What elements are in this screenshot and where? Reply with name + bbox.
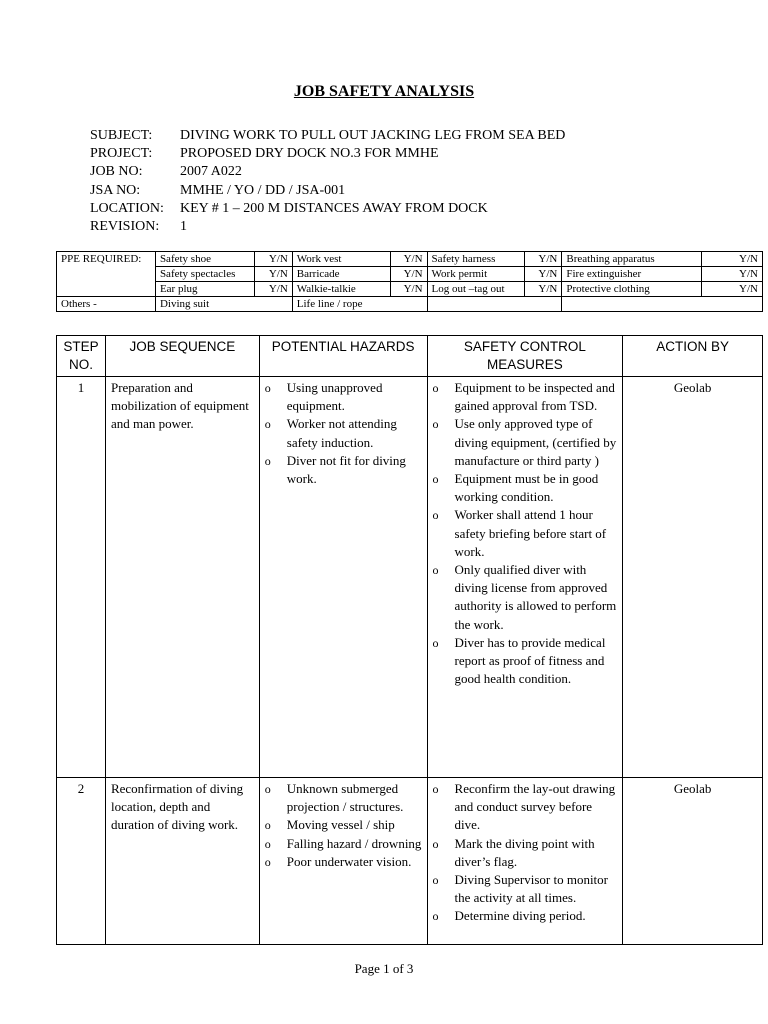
- ppe-other-item: Life line / rope: [292, 297, 427, 312]
- ppe-yn[interactable]: Y/N: [702, 267, 763, 282]
- ppe-others-row: [57, 297, 763, 312]
- info-value: 1: [180, 219, 187, 235]
- info-label: JOB NO:: [90, 164, 143, 180]
- hazards-cell: [259, 778, 427, 945]
- job-sequence: Reconfirmation of diving location, depth and duration of diving work.: [105, 778, 259, 945]
- col-header-hazards: POTENTIAL HAZARDS: [259, 336, 427, 377]
- col-header-sequence: JOB SEQUENCE: [105, 336, 259, 377]
- document-title: JOB SAFETY ANALYSIS: [293, 83, 475, 100]
- info-value: 2007 A022: [180, 164, 242, 180]
- info-row-project: [90, 145, 565, 163]
- hazard-list: [265, 379, 422, 488]
- ppe-other-item: Diving suit: [155, 297, 292, 312]
- ppe-yn[interactable]: Y/N: [254, 252, 292, 267]
- ppe-row: [57, 282, 763, 297]
- control-item: o Worker shall attend 1 hour safety briefing before start of work.: [433, 506, 618, 561]
- jsa-table: [56, 335, 763, 945]
- ppe-item: Safety spectacles: [155, 267, 254, 282]
- page-number: Page 1 of 3: [354, 961, 414, 976]
- control-item: o Determine diving period.: [433, 907, 618, 925]
- info-label: PROJECT:: [90, 146, 153, 162]
- info-row-job-no: [90, 163, 565, 181]
- ppe-item: Barricade: [292, 267, 390, 282]
- info-label: LOCATION:: [90, 200, 164, 216]
- info-label: JSA NO:: [90, 182, 141, 198]
- ppe-yn[interactable]: Y/N: [390, 267, 427, 282]
- controls-cell: [427, 377, 623, 778]
- ppe-table: [56, 251, 763, 312]
- col-header-controls: SAFETY CONTROL MEASURES: [427, 336, 623, 377]
- ppe-yn[interactable]: Y/N: [390, 282, 427, 297]
- hazard-item: o Moving vessel / ship: [265, 816, 422, 834]
- ppe-yn[interactable]: Y/N: [702, 282, 763, 297]
- control-item: o Equipment must be in good working condition.: [433, 470, 618, 506]
- ppe-yn[interactable]: Y/N: [254, 267, 292, 282]
- info-row-location: [90, 200, 565, 218]
- hazard-item: o Poor underwater vision.: [265, 853, 422, 871]
- ppe-item: Walkie-talkie: [292, 282, 390, 297]
- hazard-item: o Worker not attending safety induction.: [265, 415, 422, 451]
- info-label: REVISION:: [90, 219, 160, 235]
- info-label: SUBJECT:: [90, 128, 153, 143]
- control-list: [433, 780, 618, 926]
- info-value: DIVING WORK TO PULL OUT JACKING LEG FROM SEA BED: [180, 128, 566, 143]
- step-number: 2: [57, 778, 106, 945]
- hazard-item: o Falling hazard / drowning: [265, 835, 422, 853]
- info-value: KEY # 1 – 200 M DISTANCES AWAY FROM DOCK: [180, 200, 488, 216]
- job-sequence: Preparation and mobilization of equipment and man power.: [105, 377, 259, 778]
- action-by: Geolab: [623, 377, 763, 778]
- ppe-item: Work permit: [427, 267, 525, 282]
- ppe-row: [57, 267, 763, 282]
- ppe-item: Ear plug: [155, 282, 254, 297]
- control-item: o Diver has to provide medical report as proof of fitness and good health condition.: [433, 634, 618, 689]
- ppe-others-label: Others -: [57, 297, 156, 312]
- ppe-item: Safety shoe: [155, 252, 254, 267]
- ppe-row: [57, 252, 763, 267]
- controls-cell: [427, 778, 623, 945]
- ppe-item: Work vest: [292, 252, 390, 267]
- ppe-yn[interactable]: Y/N: [525, 282, 562, 297]
- info-value: PROPOSED DRY DOCK NO.3 FOR MMHE: [180, 146, 439, 162]
- ppe-item: Protective clothing: [562, 282, 702, 297]
- info-value: MMHE / YO / DD / JSA-001: [180, 182, 346, 198]
- ppe-required-label: PPE REQUIRED:: [57, 252, 156, 297]
- ppe-item: Breathing apparatus: [562, 252, 702, 267]
- step-number: 1: [57, 377, 106, 778]
- ppe-item: Fire extinguisher: [562, 267, 702, 282]
- ppe-yn[interactable]: Y/N: [390, 252, 427, 267]
- hazard-list: [265, 780, 422, 871]
- action-by: Geolab: [623, 778, 763, 945]
- jsa-header-row: [57, 336, 763, 377]
- hazard-item: o Using unapproved equipment.: [265, 379, 422, 415]
- info-row-revision: [90, 218, 565, 236]
- control-item: o Only qualified diver with diving license from approved authority is allowed to perform the work.: [433, 561, 618, 634]
- control-list: [433, 379, 618, 688]
- ppe-yn[interactable]: Y/N: [525, 252, 562, 267]
- hazards-cell: [259, 377, 427, 778]
- ppe-item: Log out –tag out: [427, 282, 525, 297]
- col-header-step: STEP NO.: [57, 336, 106, 377]
- control-item: o Diving Supervisor to monitor the activity at all times.: [433, 871, 618, 907]
- job-info: [90, 127, 565, 236]
- control-item: o Use only approved type of diving equipment, (certified by manufacture or third party ): [433, 415, 618, 470]
- control-item: o Mark the diving point with diver’s flag.: [433, 835, 618, 871]
- control-item: o Equipment to be inspected and gained approval from TSD.: [433, 379, 618, 415]
- ppe-yn[interactable]: Y/N: [254, 282, 292, 297]
- info-row-jsa-no: [90, 182, 565, 200]
- info-row-subject: [90, 127, 565, 145]
- ppe-empty-cell: [562, 297, 763, 312]
- ppe-empty-cell: [427, 297, 562, 312]
- jsa-row: [57, 377, 763, 778]
- hazard-item: o Diver not fit for diving work.: [265, 452, 422, 488]
- ppe-yn[interactable]: Y/N: [525, 267, 562, 282]
- control-item: o Reconfirm the lay-out drawing and conduct survey before dive.: [433, 780, 618, 835]
- ppe-item: Safety harness: [427, 252, 525, 267]
- hazard-item: o Unknown submerged projection / structures.: [265, 780, 422, 816]
- ppe-yn[interactable]: Y/N: [702, 252, 763, 267]
- jsa-row: [57, 778, 763, 945]
- col-header-action: ACTION BY: [623, 336, 763, 377]
